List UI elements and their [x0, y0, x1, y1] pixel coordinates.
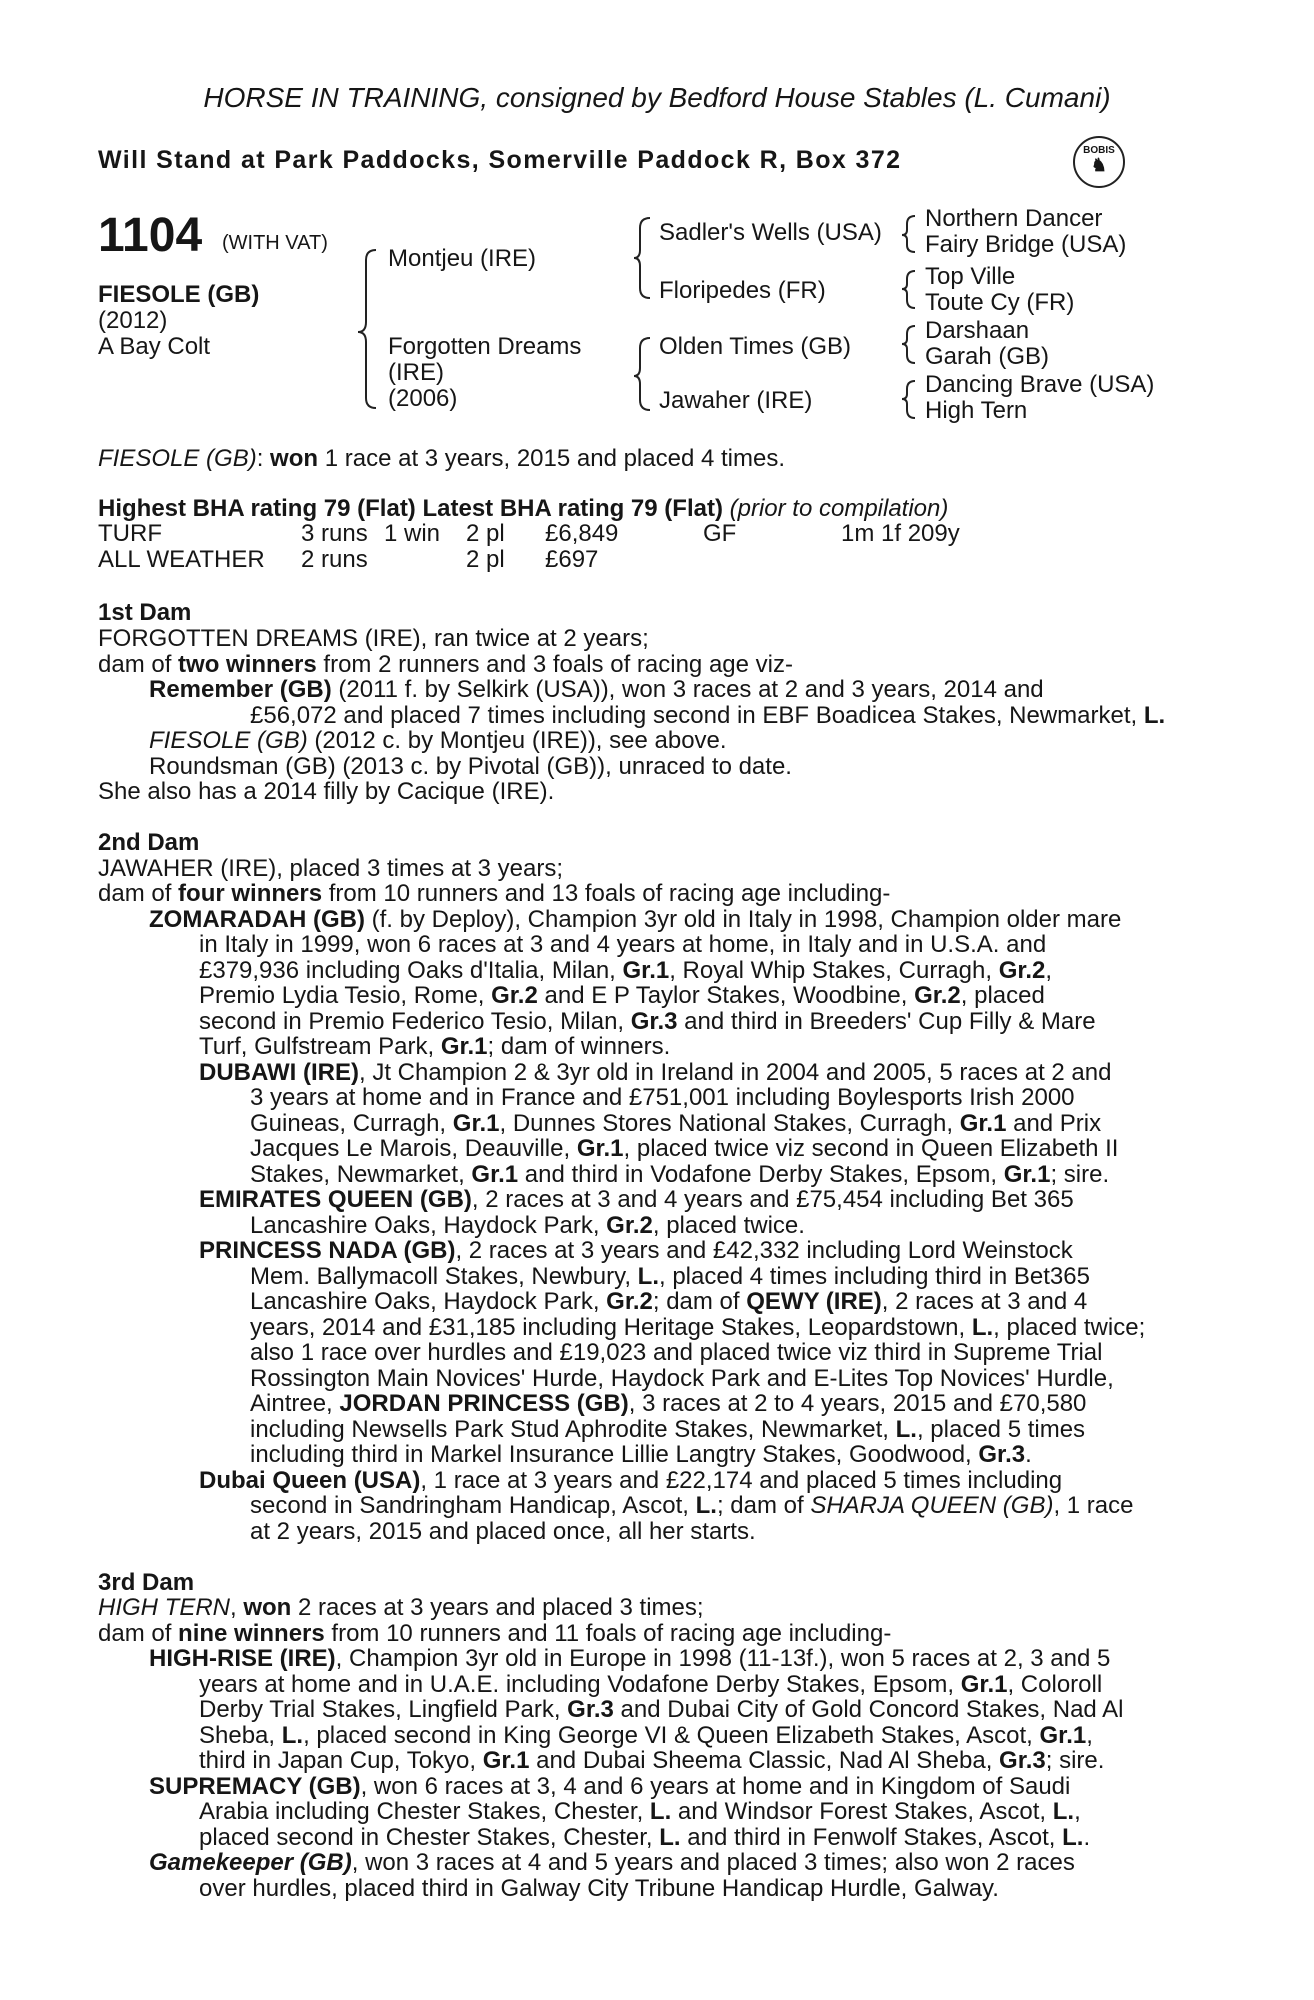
text: Derby Trial Stakes, Lingfield Park, [199, 1696, 568, 1723]
dam3-line1 [98, 1595, 704, 1620]
section-heading: 3rd Dam [98, 1569, 195, 1596]
aw-runs: 2 runs [301, 546, 368, 573]
winners-count: four winners [178, 880, 323, 907]
text-line [250, 1213, 805, 1238]
progeny-roundsman: Roundsman (GB) (2013 c. by Pivotal (GB)), unraced to date. [149, 753, 792, 780]
text-line [250, 1315, 1145, 1340]
text-line [199, 983, 1045, 1008]
text: (2012 c. by Montjeu (IRE)), see above. [307, 727, 727, 754]
text-line [199, 1748, 1104, 1773]
dam-sire: Olden Times (GB) [659, 333, 852, 360]
progeny-name: PRINCESS NADA (GB) [199, 1237, 456, 1264]
horse-description: A Bay Colt [98, 333, 211, 360]
bracket-g1 [902, 216, 915, 252]
text: and E P Taylor Stakes, Woodbine, [537, 982, 915, 1009]
bracket-g2 [902, 271, 915, 308]
text: and third in Vodafone Derby Stakes, Epsom, [518, 1161, 1004, 1188]
summary-horse-name: FIESOLE (GB) [98, 445, 257, 472]
text: including third in Markel Insurance Lillie Langtry Stakes, Goodwood, [250, 1441, 979, 1468]
grade: L. [1062, 1824, 1084, 1851]
text-line: Rossington Main Novices' Hurde, Haydock Park and E-Lites Top Novices' Hurdle, [250, 1365, 1114, 1392]
text: , placed 5 times [916, 1416, 1086, 1443]
text: , 2 races at 3 years and £42,332 including Lord Weinstock [455, 1237, 1073, 1264]
text-line [250, 1391, 1086, 1416]
grade: Gr.2 [491, 982, 538, 1009]
grade: L. [659, 1824, 681, 1851]
grade: Gr.1 [622, 957, 670, 984]
text: including Newsells Park Stud Aphrodite Stakes, Newmarket, [250, 1416, 896, 1443]
progeny-name: SUPREMACY (GB) [149, 1773, 361, 1800]
winners-count: two winners [178, 651, 317, 678]
gen3-2: Fairy Bridge (USA) [925, 231, 1127, 258]
text: , [230, 1594, 244, 1621]
rating-note: (prior to compilation) [729, 495, 949, 522]
text: £379,936 including Oaks d'Italia, Milan, [199, 957, 623, 984]
grade: Gr.1 [452, 1110, 500, 1137]
text: and Dubai Sheema Classic, Nad Al Sheba, [529, 1747, 1000, 1774]
dam-country: (IRE) [388, 359, 444, 386]
dam1-line2 [98, 652, 793, 677]
progeny-name: DUBAWI (IRE) [199, 1059, 359, 1086]
text: from 10 runners and 11 foals of racing age including- [324, 1620, 892, 1647]
text: dam of [98, 1620, 179, 1647]
text-line [199, 1034, 670, 1059]
text: , 1 race [1053, 1492, 1134, 1519]
progeny-name: Dubai Queen (USA) [199, 1467, 421, 1494]
text: , placed 4 times including third in Bet365 [659, 1263, 1090, 1290]
text: Mem. Ballymacoll Stakes, Newbury, [250, 1263, 638, 1290]
dam3-line2 [98, 1621, 891, 1646]
bracket-gen2b [634, 338, 650, 410]
text: second in Sandringham Handicap, Ascot, [250, 1492, 696, 1519]
text-line [199, 1697, 1123, 1722]
text: , 3 races at 2 to 4 years, 2015 and £70,580 [628, 1390, 1087, 1417]
dam-name: HIGH TERN [98, 1594, 230, 1621]
grade: L. [971, 1314, 994, 1341]
gen3-4: Toute Cy (FR) [925, 289, 1075, 316]
text: Stakes, Newmarket, [250, 1161, 472, 1188]
progeny-name: Gamekeeper (GB) [149, 1849, 352, 1876]
grade: Gr.2 [606, 1288, 653, 1315]
bracket-gen1 [358, 250, 376, 408]
turf-label: TURF [98, 520, 162, 547]
grade: Gr.3 [630, 1008, 678, 1035]
winners-count: nine winners [178, 1620, 325, 1647]
catalogue-header: HORSE IN TRAINING, consigned by Bedford House Stables (L. Cumani) [203, 82, 1111, 113]
progeny-zomaradah [149, 907, 1121, 932]
section-heading: 2nd Dam [98, 829, 200, 856]
summary-colon: : [256, 445, 264, 472]
bracket-gen2a [634, 218, 650, 298]
grade: L. [637, 1263, 659, 1290]
text: Lancashire Oaks, Haydock Park, [250, 1288, 607, 1315]
grade: Gr.1 [471, 1161, 519, 1188]
aw-placed: 2 pl [466, 546, 505, 573]
turf-wins: 1 win [384, 520, 441, 547]
text: , Dunnes Stores National Stakes, Curragh, [499, 1110, 960, 1137]
text-line [199, 1799, 1081, 1824]
aw-label: ALL WEATHER [98, 546, 265, 573]
text-line [250, 1264, 1090, 1289]
grade: Gr.3 [567, 1696, 614, 1723]
grade: Gr.1 [576, 1135, 624, 1162]
text: , [1045, 957, 1053, 984]
grade: L. [695, 1492, 717, 1519]
text: second in Premio Federico Tesio, Milan, [199, 1008, 631, 1035]
text: years, 2014 and £31,185 including Heritage Stakes, Leopardstown, [250, 1314, 972, 1341]
grade: Gr.1 [1039, 1722, 1087, 1749]
text: and Windsor Forest Stakes, Ascot, [671, 1798, 1053, 1825]
progeny-fiesole [149, 728, 727, 753]
bracket-g4 [902, 381, 915, 418]
progeny-remember-cont [250, 703, 1165, 728]
text: (2011 f. by Selkirk (USA)), won 3 races at 2 and 3 years, 2014 and [331, 676, 1044, 703]
section-heading: 1st Dam [98, 599, 192, 626]
rating-line [98, 496, 948, 522]
grade: Gr.2 [606, 1212, 653, 1239]
progeny-gamekeeper [149, 1850, 1075, 1875]
text-line [199, 1009, 1096, 1034]
text: Sheba, [199, 1722, 282, 1749]
grade: L. [1052, 1798, 1075, 1825]
progeny-name: QEWY (IRE) [746, 1288, 882, 1315]
text: Jacques Le Marois, Deauville, [250, 1135, 577, 1162]
progeny-name: Remember (GB) [149, 676, 332, 703]
text-line [250, 1493, 1134, 1518]
lot-number: 1104 [98, 209, 203, 262]
text: , placed twice; [993, 1314, 1146, 1341]
gen3-7: Dancing Brave (USA) [925, 371, 1155, 398]
text: , placed twice viz second in Queen Elizabeth II [623, 1135, 1119, 1162]
dam2-line1: JAWAHER (IRE), placed 3 times at 3 years; [98, 855, 564, 882]
horse-year: (2012) [98, 307, 168, 334]
text: and Prix [1006, 1110, 1102, 1137]
sire: Montjeu (IRE) [388, 245, 537, 272]
text: , Jt Champion 2 & 3yr old in Ireland in 2004 and 2005, 5 races at 2 and [358, 1059, 1112, 1086]
progeny-name: EMIRATES QUEEN (GB) [199, 1186, 472, 1213]
text-line [199, 958, 1052, 983]
text-line [250, 1136, 1118, 1161]
text: , placed [960, 982, 1045, 1009]
grade: Gr.3 [999, 1747, 1046, 1774]
text-line: at 2 years, 2015 and placed once, all her starts. [250, 1518, 756, 1545]
progeny-dubawi [199, 1060, 1111, 1085]
text: , won 3 races at 4 and 5 years and placed 3 times; also won 2 races [351, 1849, 1075, 1876]
text-line [250, 1111, 1101, 1136]
gen3-5: Darshaan [925, 317, 1030, 344]
text: ; dam of [716, 1492, 811, 1519]
won: won [243, 1594, 292, 1621]
text: , 2 races at 3 and 4 [881, 1288, 1088, 1315]
gen3-3: Top Ville [925, 263, 1016, 290]
text-line: over hurdles, placed third in Galway City Tribune Handicap Hurdle, Galway. [199, 1875, 999, 1902]
summary-won: won [270, 445, 319, 472]
text: , placed twice. [652, 1212, 805, 1239]
text: , [1074, 1798, 1081, 1825]
text: , won 6 races at 3, 4 and 6 years at home and in Kingdom of Saudi [360, 1773, 1071, 1800]
text: 2 races at 3 years and placed 3 times; [291, 1594, 704, 1621]
progeny-high-rise [149, 1646, 1110, 1671]
text: , [1086, 1722, 1093, 1749]
text: , 2 races at 3 and 4 years and £75,454 including Bet 365 [471, 1186, 1074, 1213]
text: ; sire. [1045, 1747, 1105, 1774]
text: . [1025, 1441, 1032, 1468]
grade: Gr.2 [998, 957, 1046, 984]
text-line [250, 1289, 1087, 1314]
turf-going: GF [703, 520, 737, 547]
text: and third in Fenwolf Stakes, Ascot, [680, 1824, 1063, 1851]
sire-dam: Floripedes (FR) [659, 277, 826, 304]
gen3-8: High Tern [925, 397, 1028, 424]
progeny-name: HIGH-RISE (IRE) [149, 1645, 336, 1672]
horse-name: FIESOLE (GB) [98, 281, 260, 308]
summary-text: 1 race at 3 years, 2015 and placed 4 times. [324, 445, 785, 472]
progeny-name: SHARJA QUEEN (GB) [810, 1492, 1054, 1519]
text: ; sire. [1050, 1161, 1110, 1188]
gen3-1: Northern Dancer [925, 205, 1103, 232]
text-line [250, 1162, 1109, 1187]
progeny-dubai-queen [199, 1468, 1062, 1493]
grade: Gr.1 [440, 1033, 488, 1060]
text-line: also 1 race over hurdles and £19,023 and placed twice viz third in Supreme Trial [250, 1339, 1103, 1366]
horse-rider-icon: ♞ [1090, 155, 1108, 175]
bobis-label: BOBIS [1083, 145, 1115, 156]
text: , Royal Whip Stakes, Curragh, [669, 957, 999, 984]
dam2-line2 [98, 881, 890, 906]
grade: L. [895, 1416, 917, 1443]
grade: Gr.1 [482, 1747, 530, 1774]
text-line [199, 1825, 1090, 1850]
text: ; dam of winners. [487, 1033, 671, 1060]
text: third in Japan Cup, Tokyo, [199, 1747, 483, 1774]
text: Aintree, [250, 1390, 340, 1417]
text: Premio Lydia Tesio, Rome, [199, 982, 492, 1009]
text: Guineas, Curragh, [250, 1110, 453, 1137]
text: , Champion 3yr old in Europe in 1998 (11-13f.), won 5 races at 2, 3 and 5 [335, 1645, 1111, 1672]
text: dam of [98, 880, 179, 907]
text: and third in Breeders' Cup Filly & Mare [677, 1008, 1096, 1035]
bha-rating: Highest BHA rating 79 (Flat) Latest BHA rating 79 (Flat) [98, 495, 723, 522]
vat-note: (WITH VAT) [222, 232, 328, 254]
turf-prize: £6,849 [545, 520, 619, 547]
text: placed second in Chester Stakes, Chester, [199, 1824, 660, 1851]
progeny-name: ZOMARADAH (GB) [149, 906, 365, 933]
text-line [250, 1417, 1085, 1442]
gen3-6: Garah (GB) [925, 343, 1050, 370]
dam1-line1: FORGOTTEN DREAMS (IRE), ran twice at 2 years; [98, 625, 649, 652]
dam-dam: Jawaher (IRE) [659, 387, 813, 414]
text: and Dubai City of Gold Concord Stakes, Nad Al [613, 1696, 1124, 1723]
turf-placed: 2 pl [466, 520, 505, 547]
text: , 1 race at 3 years and £22,174 and placed 5 times including [420, 1467, 1063, 1494]
grade: Gr.1 [960, 1671, 1008, 1698]
turf-runs: 3 runs [301, 520, 368, 547]
text: from 10 runners and 13 foals of racing age including- [322, 880, 891, 907]
text: ; dam of [652, 1288, 747, 1315]
text: (f. by Deploy), Champion 3yr old in Italy in 1998, Champion older mare [364, 906, 1122, 933]
progeny-name: JORDAN PRINCESS (GB) [339, 1390, 629, 1417]
text-line [250, 1442, 1032, 1467]
text: £56,072 and placed 7 times including second in EBF Boadicea Stakes, Newmarket, [250, 702, 1144, 729]
grade: L. [1143, 702, 1166, 729]
text: , Coloroll [1007, 1671, 1103, 1698]
sire-sire: Sadler's Wells (USA) [659, 219, 882, 246]
grade: L. [281, 1722, 304, 1749]
stand-location: Will Stand at Park Paddocks, Somerville Paddock R, Box 372 [98, 146, 902, 174]
race-summary [98, 446, 785, 472]
text: Lancashire Oaks, Haydock Park, [250, 1212, 607, 1239]
grade: Gr.1 [959, 1110, 1007, 1137]
text-line [199, 1672, 1102, 1697]
grade: Gr.2 [914, 982, 961, 1009]
progeny-princess-nada [199, 1238, 1073, 1263]
text: . [1083, 1824, 1091, 1851]
text-line: 3 years at home and in France and £751,001 including Boylesports Irish 2000 [250, 1084, 1075, 1111]
progeny-emirates-queen [199, 1187, 1074, 1212]
grade: Gr.3 [978, 1441, 1026, 1468]
text: years at home and in U.A.E. including Vodafone Derby Stakes, Epsom, [199, 1671, 961, 1698]
dam: Forgotten Dreams [388, 333, 582, 360]
text: dam of [98, 651, 179, 678]
text: , placed second in King George VI & Queen Elizabeth Stakes, Ascot, [303, 1722, 1040, 1749]
text: Arabia including Chester Stakes, Chester, [199, 1798, 650, 1825]
aw-prize: £697 [545, 546, 599, 573]
text: Turf, Gulfstream Park, [199, 1033, 441, 1060]
dam1-foal-note: She also has a 2014 filly by Cacique (IRE). [98, 778, 555, 805]
turf-distance: 1m 1f 209y [841, 520, 960, 547]
bracket-g3 [902, 326, 915, 363]
progeny-name: FIESOLE (GB) [149, 727, 308, 754]
grade: L. [649, 1798, 672, 1825]
progeny-supremacy [149, 1774, 1070, 1799]
text: from 2 runners and 3 foals of racing age viz- [316, 651, 793, 678]
text-line [199, 1723, 1093, 1748]
grade: Gr.1 [1003, 1161, 1051, 1188]
progeny-remember [149, 677, 1044, 702]
text-line: in Italy in 1999, won 6 races at 3 and 4 years at home, in Italy and in U.S.A. and [199, 931, 1047, 958]
dam-year: (2006) [388, 385, 458, 412]
